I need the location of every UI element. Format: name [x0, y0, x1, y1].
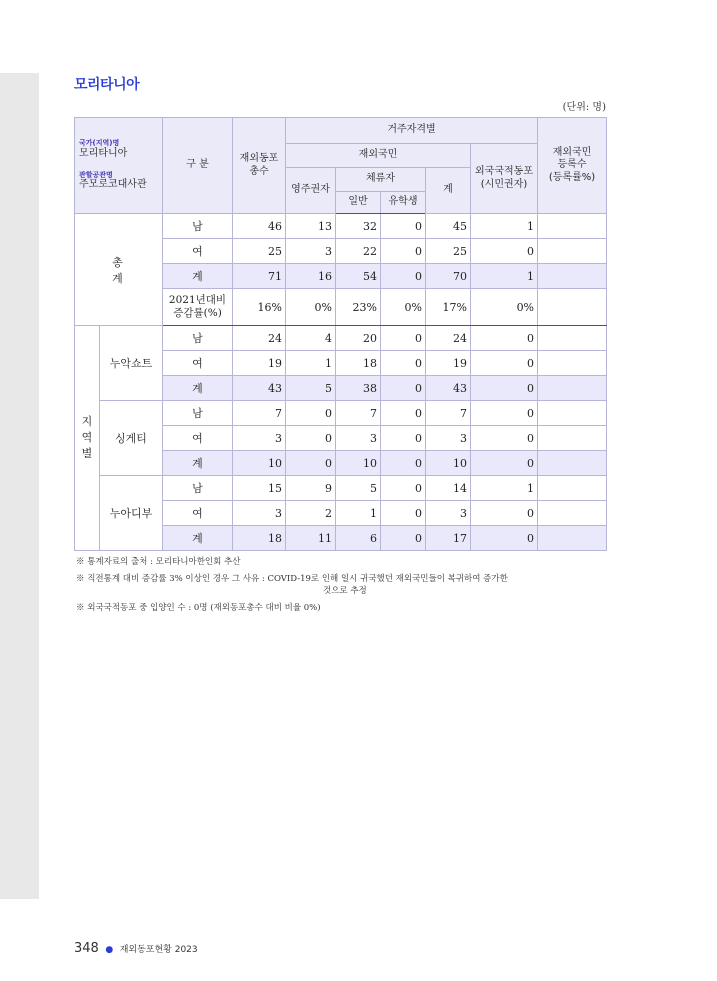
cell: 0 [471, 376, 538, 401]
cell: 0 [381, 264, 426, 289]
cell [538, 401, 607, 426]
cell: 16% [233, 289, 286, 326]
cell: 43 [233, 376, 286, 401]
cell: 0% [381, 289, 426, 326]
cell: 1 [471, 476, 538, 501]
cell: 22 [336, 239, 381, 264]
row-label: 남 [163, 401, 233, 426]
publication-title: 재외동포현황 2023 [119, 945, 198, 955]
table-row [75, 401, 607, 426]
total-section-label: 총 계 [75, 214, 163, 326]
cell: 7 [336, 401, 381, 426]
header-corner [75, 118, 163, 214]
row-label: 남 [163, 326, 233, 351]
cell: 0 [471, 239, 538, 264]
cell: 46 [233, 214, 286, 239]
cell: 43 [426, 376, 471, 401]
statistics-table [74, 117, 607, 551]
cell: 15 [233, 476, 286, 501]
region-name: 누악쇼트 [100, 326, 163, 401]
header-foreign-nationality: 외국국적동포 (시민권자) [471, 144, 538, 214]
cell: 5 [286, 376, 336, 401]
cell: 0 [471, 501, 538, 526]
cell: 25 [233, 239, 286, 264]
cell: 0 [471, 451, 538, 476]
row-label: 계 [163, 526, 233, 551]
table-row [75, 326, 607, 351]
cell [538, 214, 607, 239]
cell: 6 [336, 526, 381, 551]
cell: 1 [471, 214, 538, 239]
table-row [75, 476, 607, 501]
header-overseas-nationals: 재외국민 [286, 144, 471, 168]
cell: 0 [471, 526, 538, 551]
page-footer [74, 941, 198, 956]
cell: 10 [336, 451, 381, 476]
footnote-adoptees: ※ 외국국적동포 중 입양인 수 : 0명 (재외동포총수 대비 비율 0%) [76, 603, 321, 614]
cell: 0% [286, 289, 336, 326]
cell [538, 376, 607, 401]
cell: 3 [233, 501, 286, 526]
cell: 0 [381, 451, 426, 476]
cell: 19 [426, 351, 471, 376]
country-name: 모리타니아 [79, 148, 128, 159]
cell: 1 [471, 264, 538, 289]
cell: 23% [336, 289, 381, 326]
cell: 17% [426, 289, 471, 326]
cell: 3 [426, 501, 471, 526]
row-label: 여 [163, 426, 233, 451]
cell: 11 [286, 526, 336, 551]
cell: 18 [336, 351, 381, 376]
office-label: 관할공관명 [79, 170, 113, 179]
cell: 10 [233, 451, 286, 476]
page-title: 모리타니아 [74, 77, 140, 93]
row-label: 2021년대비 증감률(%) [163, 289, 233, 326]
cell [538, 351, 607, 376]
cell: 14 [426, 476, 471, 501]
row-label: 계 [163, 264, 233, 289]
cell: 0 [471, 351, 538, 376]
cell: 70 [426, 264, 471, 289]
left-margin-bar [0, 73, 39, 899]
cell [538, 326, 607, 351]
cell: 5 [336, 476, 381, 501]
cell: 0 [471, 426, 538, 451]
cell: 45 [426, 214, 471, 239]
cell: 0 [381, 326, 426, 351]
row-label: 여 [163, 501, 233, 526]
cell: 54 [336, 264, 381, 289]
cell: 0 [381, 426, 426, 451]
cell: 25 [426, 239, 471, 264]
cell [538, 289, 607, 326]
header-registration: 재외국민 등록수 (등록률%) [538, 118, 607, 214]
table-header [75, 118, 607, 214]
cell: 3 [426, 426, 471, 451]
row-label: 계 [163, 376, 233, 401]
cell: 3 [286, 239, 336, 264]
region-name: 싱게티 [100, 401, 163, 476]
footnote-source: ※ 통계자료의 출처 : 모리타니아한인회 추산 [76, 557, 241, 567]
cell [538, 239, 607, 264]
cell: 38 [336, 376, 381, 401]
cell: 32 [336, 214, 381, 239]
cell: 17 [426, 526, 471, 551]
cell: 71 [233, 264, 286, 289]
header-general: 일반 [336, 192, 381, 214]
cell: 2 [286, 501, 336, 526]
cell: 0 [381, 239, 426, 264]
cell: 24 [233, 326, 286, 351]
row-label: 남 [163, 214, 233, 239]
cell [538, 426, 607, 451]
cell: 18 [233, 526, 286, 551]
cell: 13 [286, 214, 336, 239]
row-label: 남 [163, 476, 233, 501]
footnote-change-reason-line2: 것으로 추정 [323, 585, 367, 596]
row-label: 여 [163, 351, 233, 376]
region-name: 누아디부 [100, 476, 163, 551]
cell: 24 [426, 326, 471, 351]
cell: 0 [381, 214, 426, 239]
cell: 0 [471, 401, 538, 426]
row-label: 여 [163, 239, 233, 264]
table-row [75, 214, 607, 239]
footnote-change-reason-line1: ※ 직전통계 대비 증감률 3% 이상인 경우 그 사유 : COVID-19로 인해 일시 귀국했던 재외국민들이 복귀하여 증가한 [76, 574, 508, 585]
cell: 0 [286, 451, 336, 476]
cell: 0 [381, 526, 426, 551]
cell: 20 [336, 326, 381, 351]
cell: 1 [336, 501, 381, 526]
header-permanent: 영주권자 [286, 168, 336, 214]
cell: 0% [471, 289, 538, 326]
cell: 0 [381, 376, 426, 401]
page-number: 348 [74, 941, 99, 956]
cell: 0 [286, 426, 336, 451]
country-label: 국가(지역)명 [79, 139, 120, 148]
cell: 4 [286, 326, 336, 351]
cell [538, 526, 607, 551]
cell [538, 451, 607, 476]
header-student: 유학생 [381, 192, 426, 214]
bullet-icon: ● [105, 945, 114, 955]
header-total-overseas: 재외동포 총수 [233, 118, 286, 214]
cell: 16 [286, 264, 336, 289]
cell: 3 [233, 426, 286, 451]
cell: 3 [336, 426, 381, 451]
cell: 0 [471, 326, 538, 351]
cell: 0 [286, 401, 336, 426]
cell: 7 [233, 401, 286, 426]
footnote-change-reason [76, 574, 616, 597]
cell [538, 501, 607, 526]
cell: 0 [381, 351, 426, 376]
cell: 7 [426, 401, 471, 426]
cell: 9 [286, 476, 336, 501]
cell: 19 [233, 351, 286, 376]
cell [538, 264, 607, 289]
cell: 1 [286, 351, 336, 376]
unit-note: (단위: 명) [562, 102, 606, 113]
cell: 10 [426, 451, 471, 476]
cell: 0 [381, 401, 426, 426]
header-sojourner: 체류자 [336, 168, 426, 192]
region-section-label: 지 역 별 [75, 326, 100, 551]
office-name: 주모로코대사관 [79, 179, 147, 191]
header-category: 구 분 [163, 118, 233, 214]
cell: 0 [381, 501, 426, 526]
footnotes [76, 557, 616, 621]
cell [538, 476, 607, 501]
header-subtotal: 계 [426, 168, 471, 214]
header-residence-status: 거주자격별 [286, 118, 538, 144]
row-label: 계 [163, 451, 233, 476]
cell: 0 [381, 476, 426, 501]
